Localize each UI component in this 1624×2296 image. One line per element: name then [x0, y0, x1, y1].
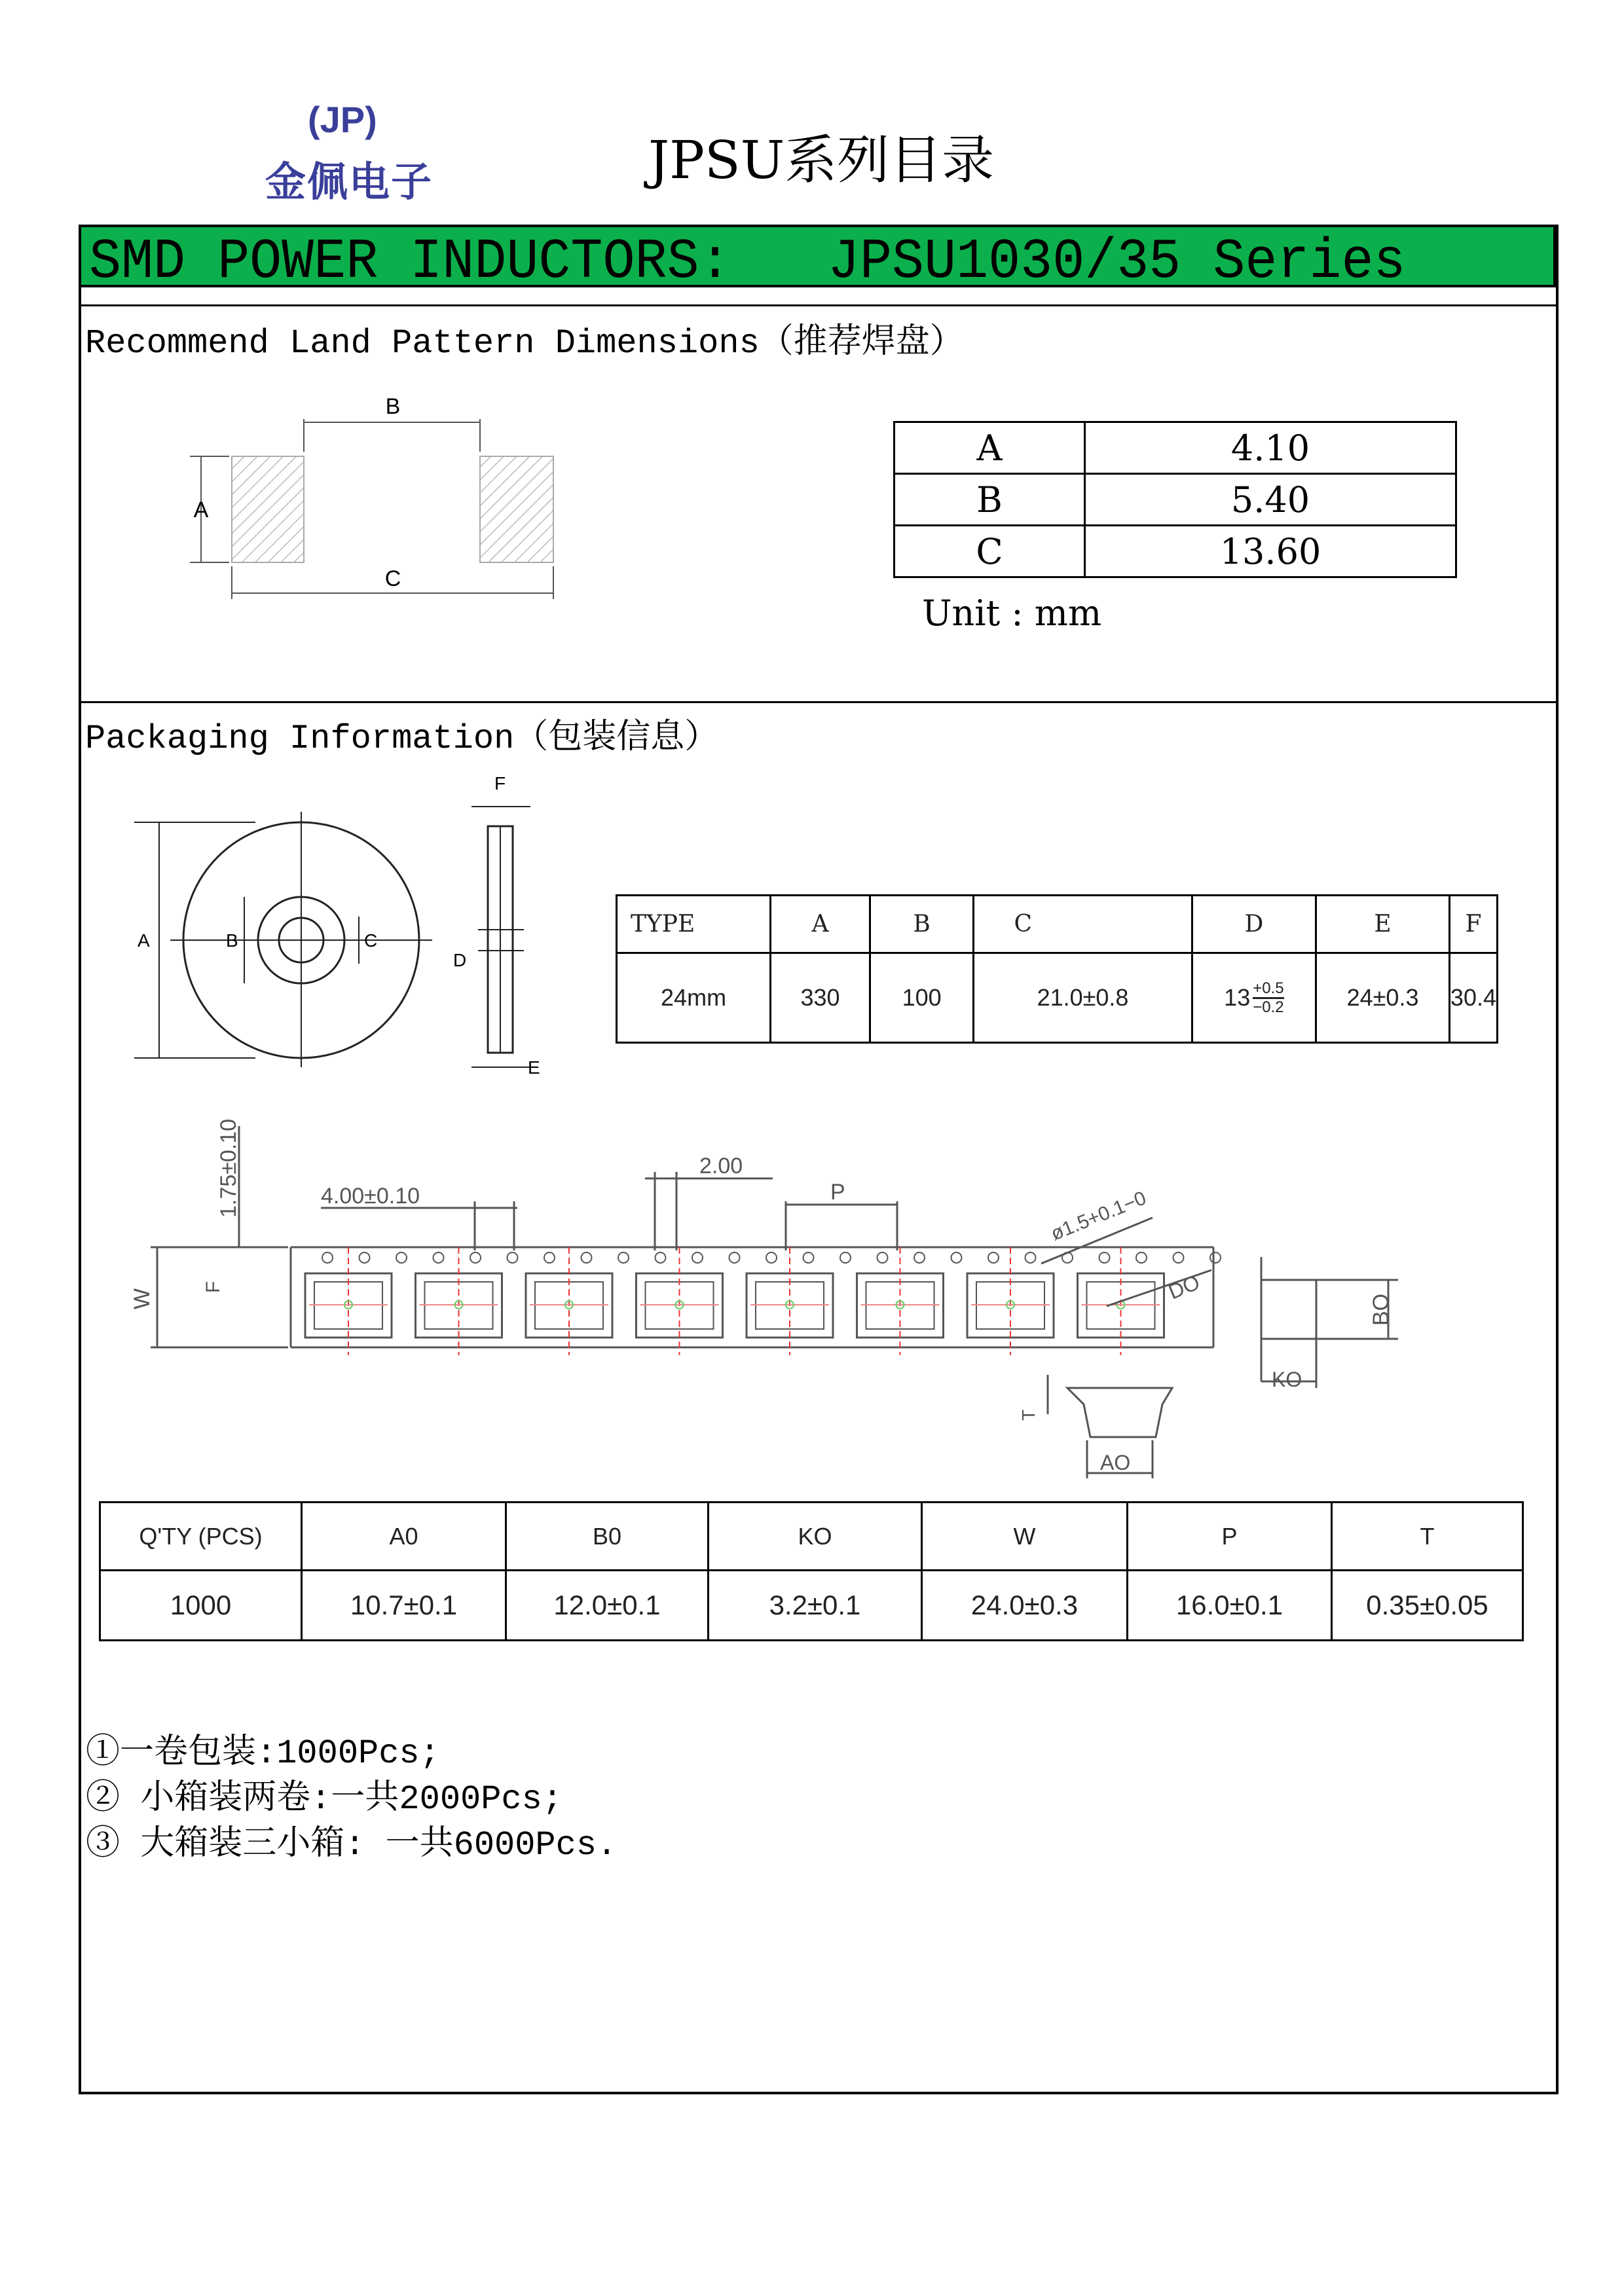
row-value: 13.60: [1085, 526, 1456, 577]
table-row: [895, 526, 1456, 577]
cell-ko: 3.2±0.1: [709, 1571, 922, 1641]
packaging-heading: Packaging Information（包装信息）: [85, 720, 719, 758]
tape-table: [99, 1501, 1524, 1641]
note-2: ② 小箱装两卷:一共2000Pcs;: [86, 1780, 563, 1819]
sprocket-hole: [729, 1252, 740, 1263]
reel-label-b: B: [226, 930, 238, 951]
sprocket-hole: [655, 1252, 666, 1263]
tape-label-ao: AO: [1100, 1451, 1131, 1474]
header-cell: W: [922, 1503, 1128, 1571]
sprocket-hole: [692, 1252, 703, 1263]
sprocket-hole: [618, 1252, 629, 1263]
header-cell: P: [1128, 1503, 1332, 1571]
header-cell: E: [1316, 896, 1450, 953]
reel-label-e: E: [528, 1057, 540, 1078]
reel-label-d: D: [453, 950, 467, 970]
reel-label-a: A: [138, 930, 150, 951]
header-cell: T: [1332, 1503, 1523, 1571]
header-cell: Q'TY (PCS): [100, 1503, 302, 1571]
tape-label-w: W: [130, 1288, 155, 1309]
cell-d: [1192, 953, 1316, 1043]
cell-type: 24mm: [617, 953, 771, 1043]
reel-label-c: C: [364, 930, 378, 951]
sprocket-hole: [914, 1252, 925, 1263]
sprocket-hole: [840, 1252, 851, 1263]
cell-t: 0.35±0.05: [1332, 1571, 1523, 1641]
sprocket-hole: [434, 1252, 444, 1263]
cell-a: 330: [771, 953, 870, 1043]
reel-label-f: F: [494, 773, 506, 793]
d-plus-tolerance: +0.5: [1253, 980, 1283, 999]
table-header-row: [617, 896, 1498, 953]
logo-name: 金佩电子: [265, 158, 434, 206]
land-pattern-table: [893, 421, 1457, 578]
sprocket-hole: [988, 1252, 999, 1263]
tape-label-t: T: [1018, 1409, 1039, 1421]
cell-b0: 12.0±0.1: [506, 1571, 709, 1641]
tape-label-bo: BO: [1369, 1293, 1393, 1326]
table-row: [617, 953, 1498, 1043]
dim-label-b: B: [385, 394, 401, 419]
cell-p: 16.0±0.1: [1128, 1571, 1332, 1641]
header-cell: C: [974, 896, 1192, 953]
pad-right: [480, 456, 553, 562]
sprocket-hole: [877, 1252, 888, 1263]
cell-b: 100: [870, 953, 974, 1043]
pocket-front-view: [1067, 1388, 1172, 1437]
header-cell: A0: [302, 1503, 506, 1571]
table-header-row: [100, 1503, 1523, 1571]
sprocket-hole: [544, 1252, 555, 1263]
header-cell: B: [870, 896, 974, 953]
logo-abbr: (JP): [308, 99, 377, 140]
cell-qty: 1000: [100, 1571, 302, 1641]
tape-label-f: F: [202, 1281, 224, 1293]
dim-label-c: C: [384, 566, 401, 591]
table-row: [895, 422, 1456, 474]
row-value: 5.40: [1085, 474, 1456, 526]
sprocket-hole: [396, 1252, 407, 1263]
row-label: B: [895, 474, 1085, 526]
note-3: ③ 大箱装三小箱: 一共6000Pcs.: [86, 1826, 618, 1865]
sprocket-hole: [360, 1252, 370, 1263]
dim-label-a: A: [193, 498, 209, 522]
table-row: [100, 1571, 1523, 1641]
tape-label-half: 2.00: [699, 1154, 743, 1178]
header-cell: D: [1192, 896, 1316, 953]
d-minus-tolerance: −0.2: [1253, 998, 1284, 1016]
row-value: 4.10: [1085, 422, 1456, 474]
sprocket-hole: [1210, 1252, 1221, 1263]
cell-c: 21.0±0.8: [974, 953, 1192, 1043]
cell-w: 24.0±0.3: [922, 1571, 1128, 1641]
banner-category: SMD POWER INDUCTORS:: [89, 230, 731, 294]
tape-label-p: P: [830, 1180, 845, 1205]
pad-left: [232, 456, 304, 562]
land-pattern-drawing: [190, 419, 553, 599]
sprocket-hole: [1136, 1252, 1147, 1263]
cell-a0: 10.7±0.1: [302, 1571, 506, 1641]
reel-drawing: [134, 807, 530, 1067]
sprocket-hole: [1099, 1252, 1110, 1263]
sprocket-hole: [470, 1252, 481, 1263]
tape-label-ko: KO: [1272, 1368, 1302, 1391]
banner-series: JPSU1030/35 Series: [828, 230, 1406, 294]
header-cell: TYPE: [617, 896, 771, 953]
row-label: C: [895, 526, 1085, 577]
page-title: JPSU系列目录: [648, 130, 995, 191]
row-label: A: [895, 422, 1085, 474]
tape-label-do: DO: [1165, 1270, 1204, 1304]
cell-e: 24±0.3: [1316, 953, 1450, 1043]
sprocket-hole: [507, 1252, 518, 1263]
sprocket-hole: [766, 1252, 777, 1263]
note-1: ①一卷包装:1000Pcs;: [86, 1734, 440, 1773]
reel-table: [616, 894, 1498, 1044]
sprocket-hole: [1025, 1252, 1036, 1263]
header-cell: A: [771, 896, 870, 953]
unit-label: Unit : mm: [922, 592, 1102, 634]
sprocket-hole: [1173, 1252, 1184, 1263]
sprocket-hole: [581, 1252, 592, 1263]
header-cell: F: [1449, 896, 1497, 953]
d-base: 13: [1224, 984, 1251, 1011]
carrier-tape-drawing: [151, 1126, 1398, 1478]
sprocket-hole: [951, 1252, 962, 1263]
tape-label-pitch0: 4.00±0.10: [321, 1184, 420, 1209]
table-row: [895, 474, 1456, 526]
sprocket-hole: [803, 1252, 814, 1263]
tape-label-edge: 1.75±0.10: [216, 1118, 241, 1218]
sprocket-hole: [322, 1252, 333, 1263]
tape-label-hole: ø1.5+0.1−0: [1048, 1187, 1149, 1245]
cell-f: 30.4: [1449, 953, 1497, 1043]
land-pattern-heading: Recommend Land Pattern Dimensions（推荐焊盘）: [85, 324, 964, 363]
header-cell: KO: [709, 1503, 922, 1571]
header-cell: B0: [506, 1503, 709, 1571]
